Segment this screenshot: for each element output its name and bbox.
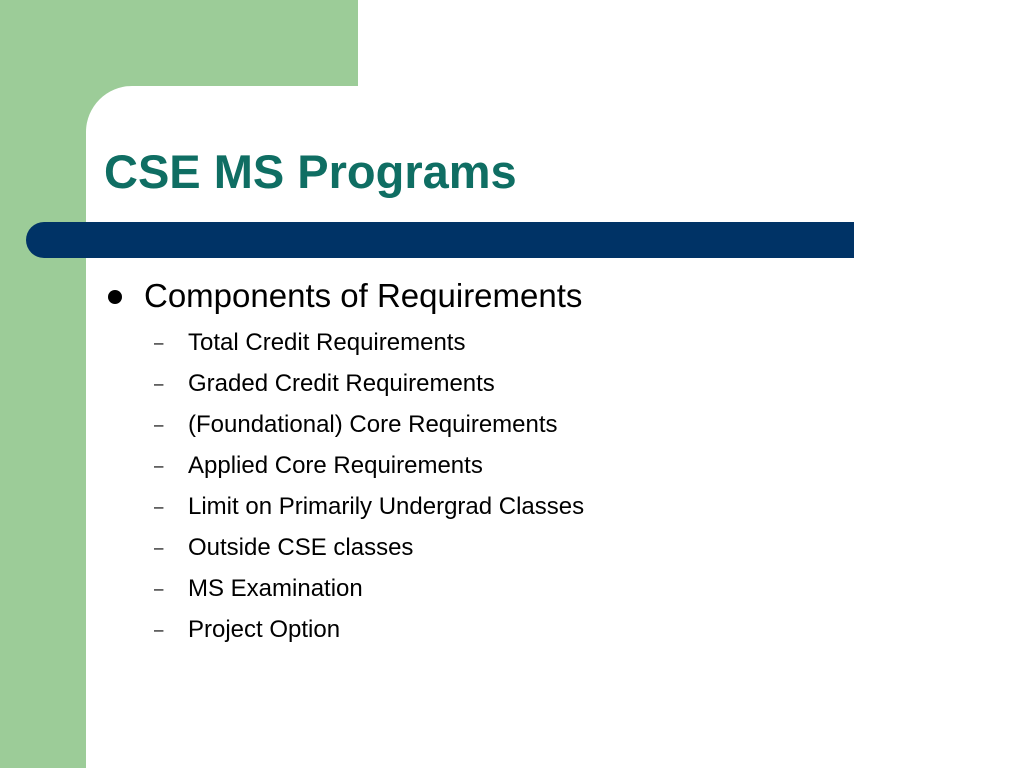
sub-bullet-text: Outside CSE classes [188, 534, 414, 561]
bullet-text: Components of Requirements [144, 277, 583, 314]
sub-bullet-item [150, 410, 750, 440]
sub-bullet-text: (Foundational) Core Requirements [188, 411, 558, 438]
sub-bullet-text: Graded Credit Requirements [188, 370, 495, 397]
dash-icon: – [154, 497, 164, 516]
sub-bullet-text: Limit on Primarily Undergrad Classes [188, 493, 585, 520]
sub-bullet-text: Total Credit Requirements [188, 329, 466, 356]
sub-bullet-item [150, 451, 750, 481]
dash-icon: – [154, 538, 164, 557]
dash-icon: – [154, 374, 164, 393]
sub-bullet-item [150, 574, 750, 604]
sub-bullet-item [150, 328, 750, 358]
title-underline-bar [26, 222, 854, 258]
sub-bullet-text: Project Option [188, 616, 341, 643]
sub-bullet-item [150, 615, 750, 645]
bullet-dot-icon [108, 290, 122, 304]
sub-bullet-item [150, 492, 750, 522]
dash-icon: – [154, 415, 164, 434]
dash-icon: – [154, 456, 164, 475]
dash-icon: – [154, 579, 164, 598]
dash-icon: – [154, 333, 164, 352]
slide-title: CSE MS Programs [104, 145, 517, 198]
sub-bullet-item [150, 533, 750, 563]
sub-bullet-text: MS Examination [188, 575, 363, 602]
sub-bullet-text: Applied Core Requirements [188, 452, 483, 479]
dash-icon: – [154, 620, 164, 639]
sub-bullet-item [150, 369, 750, 399]
